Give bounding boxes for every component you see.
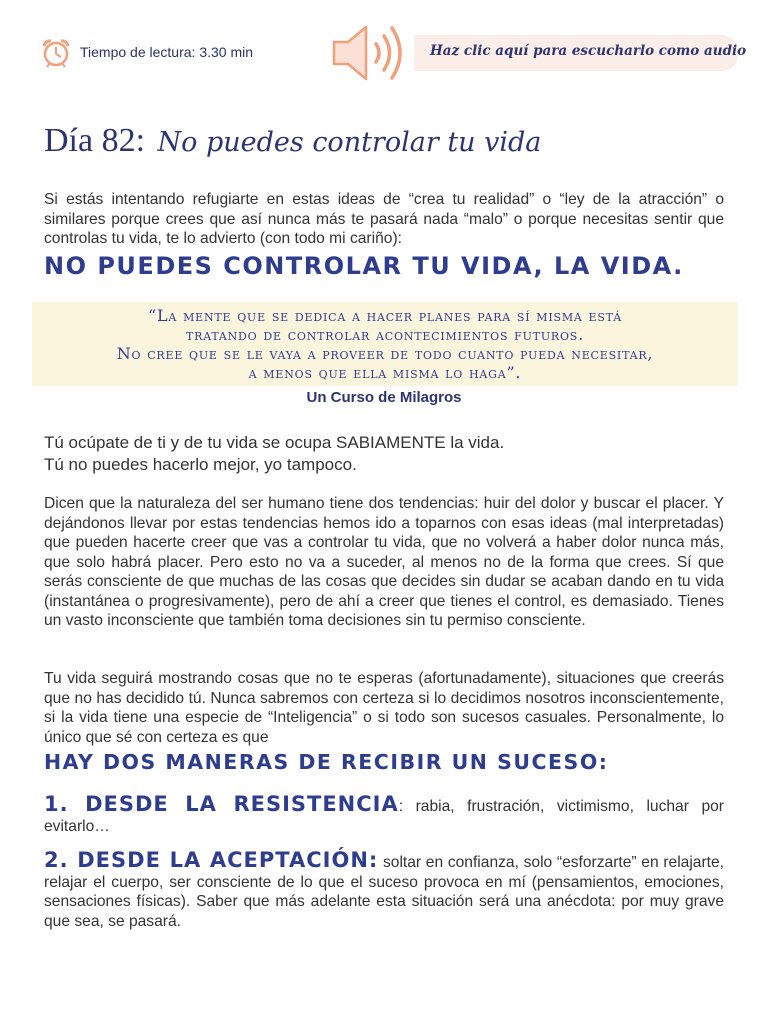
- day-number: Día 82:: [44, 122, 146, 159]
- way-resistance: [44, 792, 724, 836]
- quote-line: No cree que se le vaya a proveer de todo cuanto pueda necesitar,: [116, 344, 654, 363]
- quote-source: Un Curso de Milagros: [306, 389, 462, 406]
- way-acceptance-text: soltar en confianza, solo “esforzarte” en relajarte, relajar el cuerpo, ser consciente de lo que el suceso provoca en mí (pensamientos, emociones, sensaciones físicas). Saber que más adelante esta situación será una anécdota: por muy grave que sea, se pasará.: [44, 854, 724, 930]
- quote-text: [32, 306, 738, 382]
- title-subtitle: No puedes controlar tu vida: [157, 127, 542, 158]
- way-acceptance: [44, 848, 724, 931]
- alarm-clock-icon: [40, 37, 72, 69]
- quote-line: “La mente que se dedica a hacer planes para sí misma está: [148, 306, 622, 325]
- two-ways-heading: HAY DOS MANERAS DE RECIBIR UN SUCESO:: [44, 750, 609, 774]
- emphasis-text: [44, 432, 504, 475]
- quote-line: a menos que ella misma lo haga”.: [248, 363, 522, 382]
- top-bar: [0, 0, 768, 100]
- emphasis-line: Tú ocúpate de ti y de tu vida se ocupa SABIAMENTE la vida.: [44, 433, 505, 452]
- main-heading: NO PUEDES CONTROLAR TU VIDA, LA VIDA.: [44, 252, 684, 280]
- listen-audio-label: Haz clic aquí para escucharlo como audio: [430, 43, 747, 59]
- listen-audio-button[interactable]: [414, 35, 747, 71]
- way-resistance-title: 1. DESDE LA RESISTENCIA: [44, 792, 399, 816]
- reading-time: Tiempo de lectura: 3.30 min: [80, 44, 254, 60]
- paragraph-2: Dicen que la naturaleza del ser humano tiene dos tendencias: huir del dolor y buscar el placer. Y dejándonos llevar por estas tendencias hemos ido a toparnos con esas ideas (mal interpretadas) que pueden hacerte creer que vas a controlar tu vida, que no volverá a haber dolor nunca más, que solo habrá placer. Pero esto no va a suceder, al menos no de la forma que crees. Sí que serás consciente de que muchas de las cosas que decides sin dudar se acaban dando en tu vida (instantánea o progresivamente), pero de ahí a creer que tienes el control, es demasiado. Tienes un vasto inconsciente que también toma decisiones sin tu permiso consciente.: [44, 495, 724, 629]
- quote-line: tratando de controlar acontecimientos futuros.: [185, 325, 585, 344]
- intro-paragraph: Si estás intentando refugiarte en estas ideas de “crea tu realidad” o “ley de la atracción” o similares porque crees que así nunca más te pasará nada “malo” o porque necesitas sentir que controlas tu vida, te lo advierto (con todo mi cariño):: [44, 191, 724, 247]
- way-resistance-text: : rabia, frustración, victimismo, luchar por evitarlo…: [44, 798, 724, 835]
- paragraph-3: Tu vida seguirá mostrando cosas que no te esperas (afortunadamente), situaciones que creerás que no has decidido tú. Nunca sabremos con certeza si lo decidimos nosotros inconscientemente, si la vida tiene una especie de “Inteligencia” o si todo son sucesos casuales. Personalmente, lo único que sé con certeza es que: [44, 670, 724, 746]
- speaker-icon[interactable]: [330, 22, 410, 84]
- page-title: [44, 122, 541, 160]
- way-acceptance-title: 2. DESDE LA ACEPTACIÓN:: [44, 848, 379, 872]
- quote-box: [32, 302, 738, 386]
- emphasis-line: Tú no puedes hacerlo mejor, yo tampoco.: [44, 454, 357, 474]
